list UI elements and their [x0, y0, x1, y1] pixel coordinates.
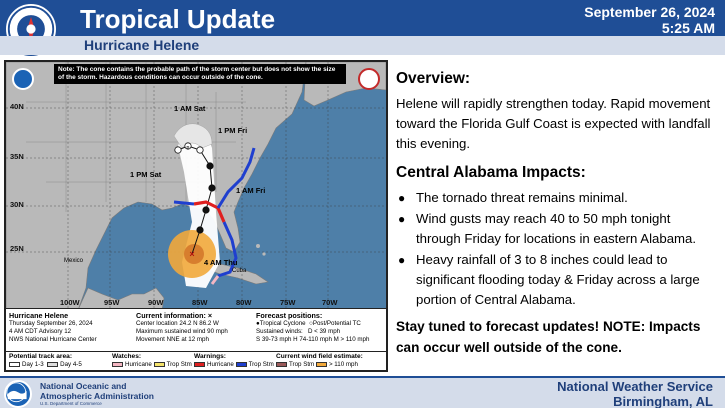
forecast-post: Post/Potential TC: [312, 320, 361, 327]
current-location: Center location 24.2 N 86.2 W: [136, 320, 219, 327]
lon-label: 100W: [60, 298, 80, 307]
forecast-map: [6, 62, 386, 310]
forecast-tc: Tropical Cyclone: [259, 320, 306, 327]
track-area-title: Potential track area:: [9, 353, 73, 360]
lat-label: 35N: [10, 152, 24, 161]
watches-title: Watches:: [112, 353, 142, 360]
legend-row: [6, 351, 386, 369]
page-subtitle: Hurricane Helene: [84, 37, 200, 53]
cone-note: Note: The cone contains the probable path of the storm center but does not show the size of the storm. Hazardous conditions can occur outside of the cone.: [54, 64, 346, 84]
sustained-categories: S 39-73 mph H 74-110 mph M > 110 mph: [256, 335, 370, 343]
impacts-heading: Central Alabama Impacts:: [396, 164, 586, 181]
svg-text:×: ×: [189, 249, 195, 259]
forecast-position-label: 1 AM Fri: [236, 186, 266, 195]
storm-id-col: [9, 311, 97, 343]
hurricane-warning-swatch-icon: [194, 362, 205, 367]
nws-small-logo-icon: [358, 68, 380, 90]
list-item: ● Heavy rainfall of 3 to 8 inches could lead to significant flooding today & Friday across a large portion of Central Alabama.: [398, 252, 700, 307]
list-item: ● Wind gusts may reach 40 to 50 mph tonight through Friday for locations in eastern Alabama.: [398, 211, 697, 246]
sustained-label: Sustained winds:: [256, 327, 303, 335]
storm-name: Hurricane Helene: [9, 311, 69, 320]
lat-label: 25N: [10, 244, 24, 253]
storm-advisory: 4 AM CDT Advisory 12: [9, 327, 72, 335]
forecast-position-label: 1 PM Fri: [218, 126, 248, 135]
current-movement: Movement NNE at 12 mph: [136, 335, 209, 343]
wind-ts-swatch-icon: [276, 362, 287, 367]
lon-label: 80W: [236, 298, 252, 307]
legend-wind-field: Trop Stm > 110 mph: [276, 361, 358, 368]
office-name: National Weather Service: [557, 379, 713, 394]
trop-storm-watch-swatch-icon: [154, 362, 165, 367]
closing-note: Stay tuned to forecast updates! NOTE: Impacts can occur well outside of the cone.: [396, 319, 701, 355]
sustained-d: D < 39 mph: [307, 327, 341, 335]
legend-warnings: Hurricane Trop Stm: [194, 361, 274, 368]
lat-label: 40N: [10, 102, 24, 111]
date-text: September 26, 2024: [584, 4, 715, 20]
post-tc-circle-icon: ○: [309, 320, 313, 327]
footer-bar: [0, 376, 725, 408]
bullet-icon: ●: [398, 212, 406, 226]
time-text: 5:25 AM: [661, 20, 715, 36]
briefing-text: [396, 70, 718, 358]
legend-day13: Day 1-3 Day 4-5: [9, 361, 82, 368]
noaa-small-logo-icon: [12, 68, 34, 90]
lon-label: 75W: [280, 298, 296, 307]
day13-swatch-icon: [9, 362, 20, 367]
forecast-position-label: 1 AM Sat: [174, 104, 206, 113]
lat-label: 30N: [10, 200, 24, 209]
wind-field-title: Current wind field estimate:: [276, 353, 363, 360]
wind-110-swatch-icon: [316, 362, 327, 367]
svg-text:D: D: [186, 144, 190, 150]
forecast-position-label: 4 AM Thu: [204, 258, 238, 267]
hurricane-watch-swatch-icon: [112, 362, 123, 367]
overview-heading: Overview:: [396, 70, 471, 87]
current-wind: Maximum sustained wind 90 mph: [136, 327, 228, 335]
lon-label: 95W: [104, 298, 120, 307]
storm-center: NWS National Hurricane Center: [9, 335, 97, 343]
bullet-icon: ●: [398, 191, 406, 205]
noaa-logo-icon: [4, 380, 32, 408]
lon-label: 90W: [148, 298, 164, 307]
legend-watches: Hurricane Trop Stm: [112, 361, 192, 368]
place-label-mexico: Mexico: [64, 258, 84, 264]
day45-swatch-icon: [47, 362, 58, 367]
list-item: ● The tornado threat remains minimal.: [396, 188, 718, 208]
lon-label: 85W: [192, 298, 208, 307]
storm-date: Thursday September 26, 2024: [9, 320, 93, 327]
noaa-name-line3: U.S. Department of Commerce: [40, 401, 102, 406]
lon-label: 70W: [322, 298, 338, 307]
trop-storm-warning-swatch-icon: [236, 362, 247, 367]
forecast-positions-title: Forecast positions:: [256, 311, 323, 320]
bullet-icon: ●: [398, 253, 406, 267]
overview-text: Helene will rapidly strengthen today. Rapid movement toward the Florida Gulf Coast is expected with landfall this evening.: [396, 96, 711, 151]
page-title: Tropical Update: [80, 4, 276, 34]
place-label-cuba: Cuba: [232, 268, 247, 274]
warnings-title: Warnings:: [194, 353, 226, 360]
impacts-list: [396, 188, 718, 310]
current-info-col: [136, 311, 228, 343]
storm-info-block: [6, 308, 386, 370]
forecast-position-label: 1 PM Sat: [130, 170, 162, 179]
noaa-name-line1: National Oceanic and: [40, 381, 127, 391]
current-position-x-icon: ×: [207, 311, 213, 320]
tropical-cyclone-dot-icon: ●: [256, 320, 260, 327]
office-location: Birmingham, AL: [613, 394, 713, 408]
noaa-name-line2: Atmospheric Administration: [40, 391, 154, 401]
forecast-cone-graphic: [4, 60, 388, 372]
current-info-title: Current information:: [136, 311, 206, 320]
forecast-positions-col: [256, 311, 369, 343]
